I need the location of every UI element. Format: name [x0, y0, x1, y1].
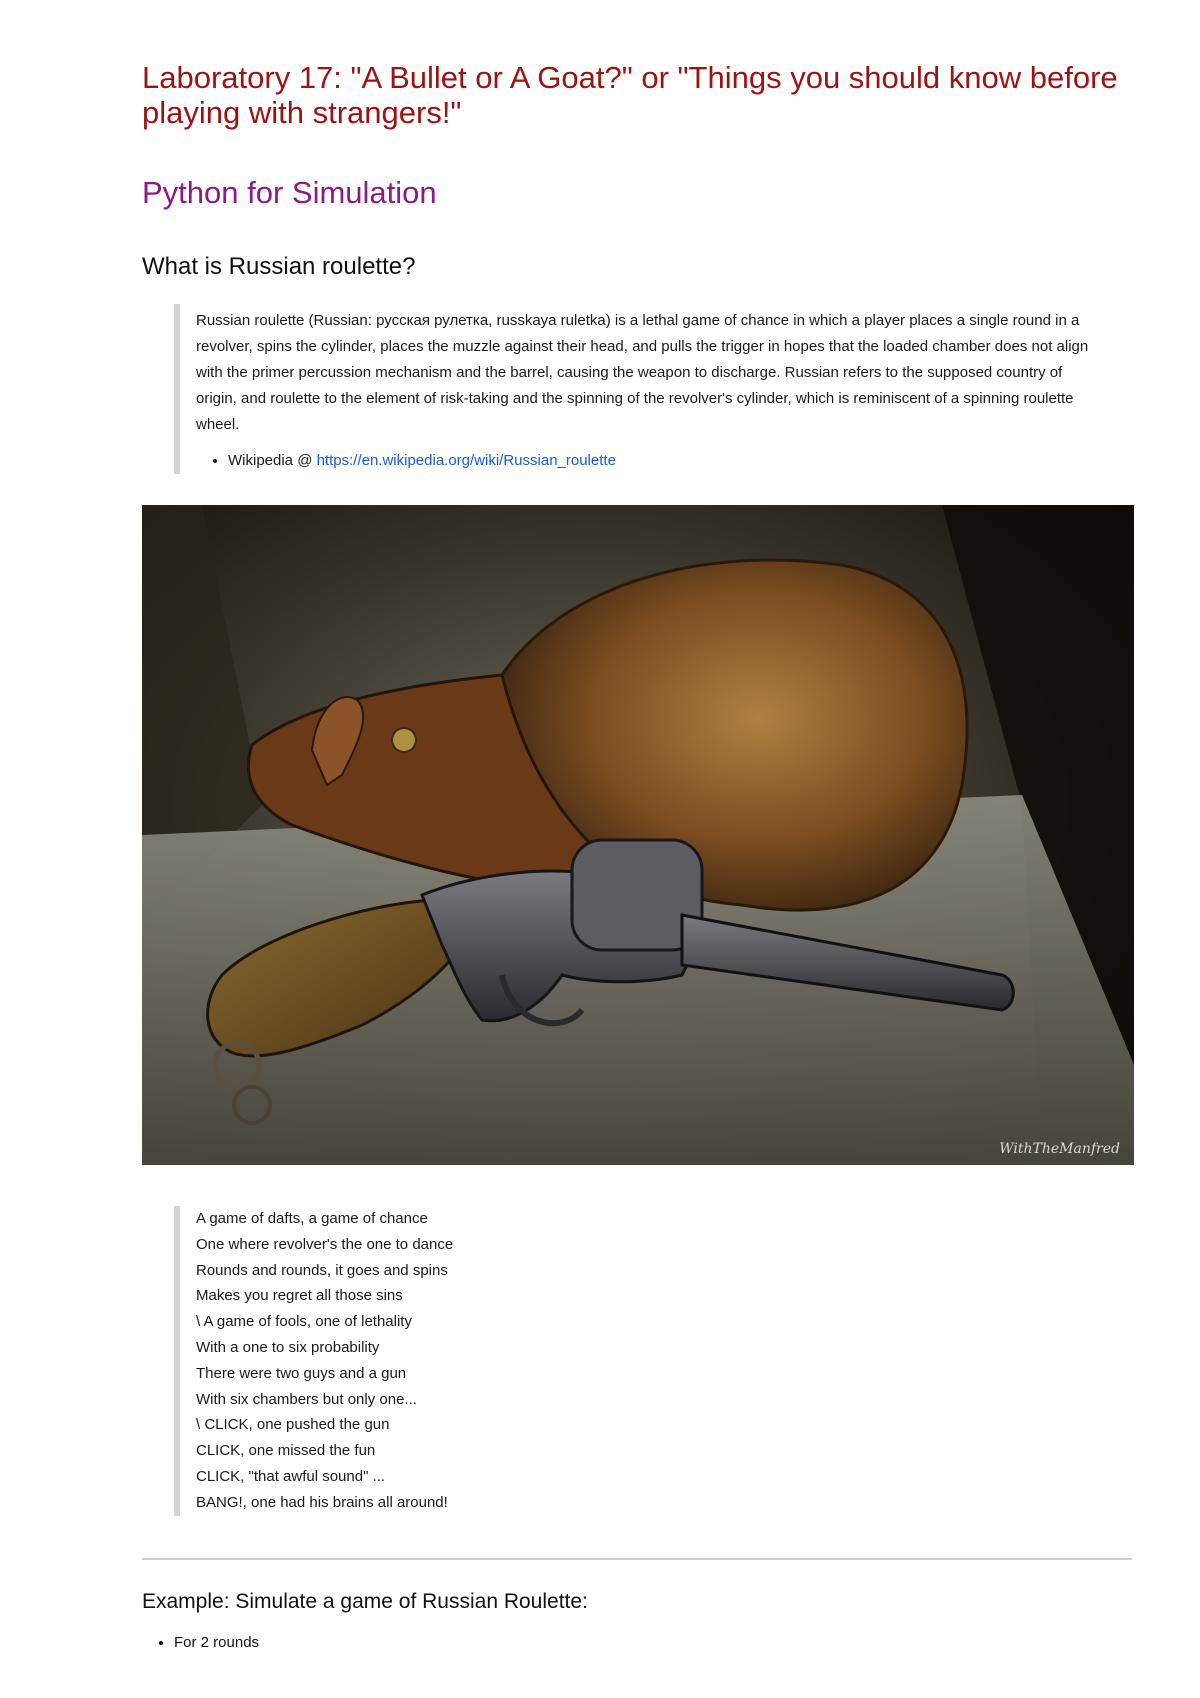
photo-signature: WithTheManfred	[999, 1141, 1120, 1157]
definition-text: Russian roulette (Russian: русская рулетка, russkaya ruletka) is a lethal game of chance in which a player places a single round in a revolver, spins the cylinder, places the muzzle against their head, and pulls the trigger in hopes that the loaded chamber does not align with the primer percussion mechanism and the barrel, causing the weapon to discharge. Russian refers to the supposed country of origin, and roulette to the element of risk-taking and the spinning of the revolver's cylinder, which is reminiscent of a spinning roulette wheel.	[196, 312, 1089, 433]
page-title: Laboratory 17: "A Bullet or A Goat?" or "Things you should know before playing with strangers!"	[142, 60, 1118, 130]
section-divider	[142, 1558, 1132, 1560]
poem-line: CLICK, "that awful sound" ...	[196, 1467, 386, 1485]
poem-line: One where revolver's the one to dance	[196, 1235, 454, 1253]
poem-line: Makes you regret all those sins	[196, 1287, 403, 1305]
wikipedia-link[interactable]: https://en.wikipedia.org/wiki/Russian_roulette	[316, 452, 616, 469]
example-heading: Example: Simulate a game of Russian Roulette:	[142, 1590, 588, 1613]
poem-line: BANG!, one had his brains all around!	[196, 1493, 448, 1511]
holster-button	[392, 728, 416, 752]
page-subtitle: Python for Simulation	[142, 175, 437, 210]
poem-line: CLICK, one missed the fun	[196, 1442, 376, 1460]
source-list	[196, 450, 1106, 472]
poem-line: \ A game of fools, one of lethality	[196, 1313, 412, 1331]
example-item: • For 2 rounds	[174, 1630, 259, 1656]
poem-line: A game of dafts, a game of chance	[196, 1210, 428, 1227]
revolver-holster-photo	[142, 505, 1134, 1165]
poem-blockquote	[174, 1206, 596, 1516]
poem-line: With a one to six probability	[196, 1338, 380, 1356]
poem-line: Rounds and rounds, it goes and spins	[196, 1261, 448, 1279]
poem-line: \ CLICK, one pushed the gun	[196, 1416, 390, 1434]
poem-line: With six chambers but only one...	[196, 1390, 417, 1408]
poem-line: There were two guys and a gun	[196, 1364, 407, 1382]
example-list	[142, 1630, 259, 1656]
source-item	[228, 450, 1106, 472]
source-prefix: Wikipedia @	[228, 452, 317, 469]
definition-blockquote	[174, 304, 1106, 474]
section-heading: What is Russian roulette?	[142, 253, 416, 280]
